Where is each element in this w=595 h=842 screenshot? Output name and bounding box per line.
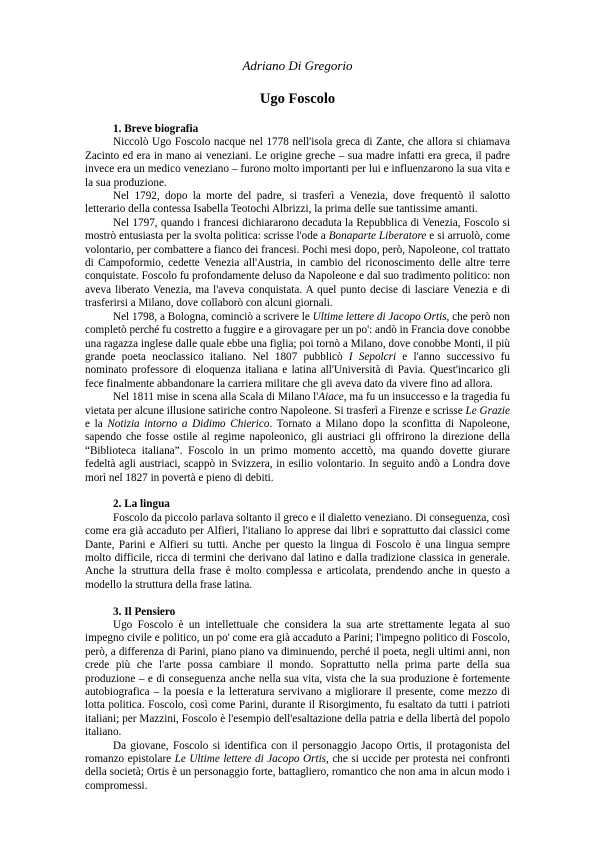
text-run: Niccolò Ugo Foscolo nacque nel 1778 nell'isola greca di Zante, che allora si chiamava Zacinto ed era in mano ai veneziani. Le origine greche – sua madre infatti era greca, il padre invece era un medico veneziano – furono molto importanti per lui e influenzarono la sua vita e la sua produzione. [85, 136, 510, 189]
paragraph [85, 740, 510, 794]
text-run: e la [85, 417, 108, 430]
section-heading: 2. La lingua [113, 498, 170, 511]
paragraph [85, 391, 510, 485]
text-run: Da giovane, Foscolo si identifica con il personaggio Jacopo Ortis, il protagonista del romanzo epistolare [85, 739, 510, 766]
paragraph [85, 619, 510, 740]
section [85, 123, 510, 485]
section [85, 606, 510, 794]
italic-text: Aiace [318, 391, 344, 404]
document-body [85, 123, 510, 793]
italic-text: Le Ultime lettere di Jacopo Ortis [174, 753, 327, 766]
text-run: , che però non completò perché fu costretto a fuggire e a girovagare per un po': andò in Francia dove conobbe una ragazza inglese dalle quale ebbe una figlia; poi tornò a Milano, dove conobbe Monti, il più grande poeta neoclassico italiano. Nel 1807 pubblicò [85, 310, 510, 363]
section-heading: 3. Il Pensiero [113, 605, 176, 618]
section [85, 498, 510, 592]
paragraph [85, 190, 510, 217]
text-run: Nel 1811 mise in scena alla Scala di Milano l' [113, 391, 319, 404]
italic-text: I Sepolcri [348, 350, 397, 363]
paragraph [85, 311, 510, 391]
text-run: Ugo Foscolo è un intellettuale che considera la sua arte strettamente legata al suo impegno civile e politico, un po' come era già accaduto a Parini; l'impegno politico di Foscolo, però, a differenza di Parini, piano piano va diminuendo, perché il poeta, negli ultimi anni, non crede più che l'arte possa cambiare il mondo. Soprattutto nella prima parte della sua produzione – e di conseguenza anche nella sua vita, vista che la sua produzione è fortemente autobiografica – la poesia e la letteratura servivano a migliorare il presente, come mezzo di lotta politica. Foscolo, così come Parini, durante il Risorgimento, fu esaltato da tutti i patrioti italiani; per Mazzini, Foscolo è l'esempio dell'esaltazione della patria e della libertà del popolo italiano. [85, 619, 510, 739]
italic-text: Ultime lettere di Jacopo Ortis [312, 310, 447, 323]
text-run: , ma fu un insuccesso e la tragedia fu vietata per alcune illusione satiriche contro Napoleone. Si trasferì a Firenze e scrisse [85, 391, 510, 417]
text-run: , che si uccide per protesta nei confronti della società; Ortis è un personaggio forte, battagliero, romantico che non ama in alcun modo i compromessi. [85, 753, 510, 792]
paragraph [85, 136, 510, 190]
text-run: Foscolo da piccolo parlava soltanto il greco e il dialetto veneziano. Di conseguenza, così come era già accaduto per Alfieri, l'italiano lo apprese dai libri e soprattutto dai classici come Dante, Parini e Alfieri su tutti. Anche per questo la lingua di Foscolo è una lingua sempre molto difficile, ricca di termini che derivano dal latino e dalla tradizione classica in generale. Anche la struttura della frase è molto complessa e articolata, prendendo anche in questo a modello la struttura della frase latina. [85, 511, 510, 591]
italic-text: Bonaparte Liberatore [328, 230, 427, 243]
paragraph [85, 217, 510, 311]
paragraph [85, 512, 510, 592]
section-heading: 1. Breve biografia [113, 123, 199, 135]
text-run: Nel 1792, dopo la morte del padre, si trasferì a Venezia, dove frequentò il salotto letterario della contessa Isabella Teotochi Albrizzi, la prima delle sue tantissime amanti. [85, 190, 510, 216]
text-run: Nel 1797, quando i francesi dichiararono decaduta la Repubblica di Venezia, Foscolo si mostrò entusiasta per la svolta politica: scrisse l'ode a [85, 216, 510, 243]
document-title: Ugo Foscolo [259, 91, 336, 107]
text-run: . Tornato a Milano dopo la sconfitta di Napoleone, sapendo che fosse ostile al regime napoleonico, gli austriaci gli offrirono la direzione della “Biblioteca italiana”. Foscolo in un primo momento accettò, ma quando dovette giurare fedeltà agli austriaci, scappò in Svizzera, in esilio volontario. In seguito andò a Londra dove morì nel 1827 in povertà e pieno di debiti. [85, 417, 510, 484]
italic-text: Notizia intorno a Didimo Chierico [107, 417, 270, 430]
author-name: Adriano Di Gregorio [242, 58, 353, 73]
text-run: e si arruolò, come volontario, per combattere a fianco dei francesi. Pochi mesi dopo, però, Napoleone, col trattato di Campoformio, cedette Venezia all'Austria, in cambio del riconoscimento delle altre terre conquistate. Foscolo fu profondamente deluso da Napoleone e dal suo tradimento politico: non aveva liberato Venezia, ma l'aveva conquistata. A quel punto decise di lasciare Venezia e di trasferirsi a Milano, dove collaborò con alcuni giornali. [85, 230, 510, 310]
text-run: e l'anno successivo fu nominato professore di eloquenza italiana e latina all'Università di Pavia. Quest'incarico gli fece finalmente abbandonare la carriera militare che gli aveva dato da vivere fino ad allora. [85, 350, 510, 390]
text-run: Nel 1798, a Bologna, cominciò a scrivere le [113, 310, 313, 323]
italic-text: Le Grazie [465, 404, 510, 417]
